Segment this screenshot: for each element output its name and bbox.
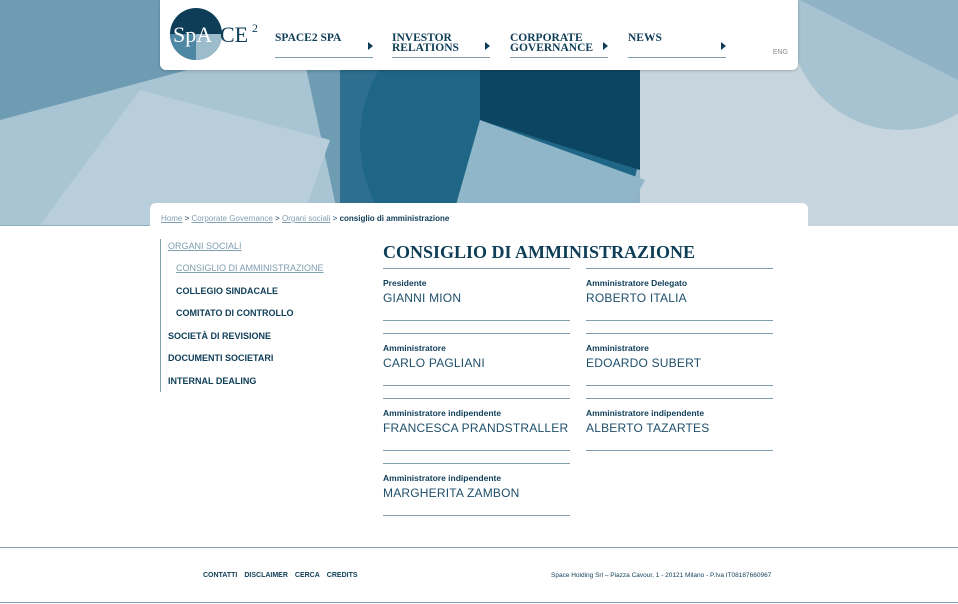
sidebar-item-internal-dealing[interactable]: INTERNAL DEALING (168, 376, 257, 386)
member-name: GIANNI MION (383, 291, 462, 305)
nav-investor-relations[interactable] (392, 33, 490, 58)
svg-text:2: 2 (252, 21, 258, 35)
member-role: Amministratore indipendente (383, 473, 502, 483)
footer-link-cerca[interactable]: CERCA (294, 572, 320, 579)
nav-label: CORPORATE (510, 32, 583, 44)
sidebar-item-documenti-societari[interactable]: DOCUMENTI SOCIETARI (168, 353, 274, 363)
footer-links (203, 572, 365, 579)
member-card (383, 398, 570, 451)
breadcrumb-current: consiglio di amministrazione (339, 214, 450, 223)
sidebar-item-organi-sociali[interactable]: ORGANI SOCIALI (168, 241, 242, 251)
breadcrumb-corporate-governance[interactable]: Corporate Governance (191, 214, 273, 223)
sidebar (160, 239, 360, 392)
member-name: MARGHERITA ZAMBON (383, 486, 520, 500)
member-role: Presidente (383, 278, 427, 288)
breadcrumb-organi-sociali[interactable]: Organi sociali (281, 214, 331, 223)
sidebar-item-comitato-controllo[interactable]: COMITATO DI CONTROLLO (176, 308, 294, 318)
member-name: ALBERTO TAZARTES (586, 421, 710, 435)
sidebar-item-societa-revisione[interactable]: SOCIETÀ DI REVISIONE (168, 331, 272, 341)
svg-text:CE: CE (220, 22, 249, 47)
member-name: EDOARDO SUBERT (586, 356, 702, 370)
member-role: Amministratore indipendente (586, 408, 705, 418)
member-card (383, 268, 570, 321)
footer-link-contatti[interactable]: CONTATTI (203, 572, 238, 579)
breadcrumb-home[interactable]: Home (161, 214, 183, 223)
member-name: ROBERTO ITALIA (586, 291, 687, 305)
language-switch[interactable]: ENG (772, 49, 788, 56)
member-name: CARLO PAGLIANI (383, 356, 485, 370)
breadcrumb-container (150, 203, 808, 233)
svg-text:SpA: SpA (173, 22, 213, 47)
nav-label: INVESTOR (392, 32, 452, 44)
member-role: Amministratore (586, 343, 649, 353)
nav-label: SPACE2 SPA (275, 32, 342, 44)
nav-label: NEWS (628, 32, 662, 44)
nav-label: GOVERNANCE (510, 42, 594, 54)
arrow-right-icon (368, 42, 373, 50)
footer-link-credits[interactable]: CREDITS (326, 572, 358, 579)
nav-space2-spa[interactable] (275, 33, 373, 58)
member-role: Amministratore (383, 343, 446, 353)
member-card (586, 333, 773, 386)
breadcrumb-separator: > (272, 214, 282, 223)
member-role: Amministratore indipendente (383, 408, 502, 418)
member-role: Amministratore Delegato (586, 278, 688, 288)
breadcrumb-separator: > (182, 214, 192, 223)
breadcrumb (161, 214, 449, 223)
breadcrumb-separator: > (330, 214, 340, 223)
space2-logo[interactable] (170, 4, 265, 62)
arrow-right-icon (485, 42, 490, 50)
member-card (586, 268, 773, 321)
member-name: FRANCESCA PRANDSTRALLER (383, 421, 569, 435)
member-card (383, 333, 570, 386)
arrow-right-icon (603, 42, 608, 50)
member-card (383, 463, 570, 516)
sidebar-item-collegio-sindacale[interactable]: COLLEGIO SINDACALE (176, 286, 279, 296)
footer-link-disclaimer[interactable]: DISCLAIMER (244, 572, 288, 579)
footer (0, 547, 958, 603)
nav-label: RELATIONS (392, 42, 459, 54)
page-title: CONSIGLIO DI AMMINISTRAZIONE (383, 242, 696, 262)
member-card (586, 398, 773, 451)
sidebar-item-consiglio[interactable]: CONSIGLIO DI AMMINISTRAZIONE (176, 263, 324, 273)
company-address: Space Holding Srl – Piazza Cavour, 1 - 20121 Milano - P.Iva IT08187660967 (551, 572, 772, 579)
top-navigation (160, 0, 798, 70)
nav-corporate-governance[interactable] (510, 33, 608, 58)
nav-news[interactable] (628, 33, 726, 58)
arrow-right-icon (721, 42, 726, 50)
